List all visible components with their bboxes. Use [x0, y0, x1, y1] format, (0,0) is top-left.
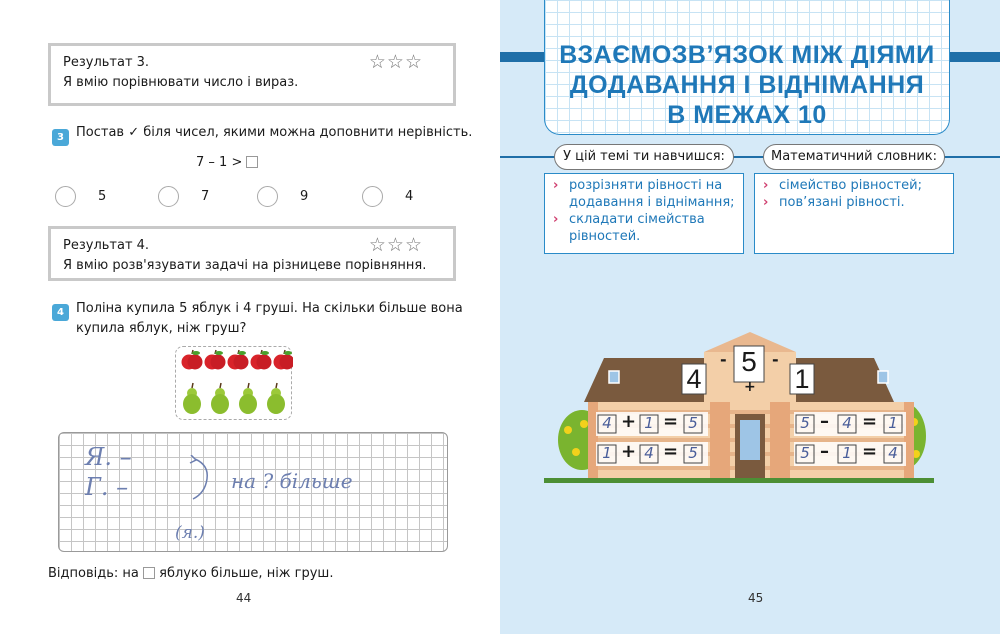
learn-line-4: рівностей.	[569, 229, 641, 244]
learn-box	[544, 173, 744, 254]
roof-plus: +	[744, 379, 756, 395]
eq2-eq: =	[663, 441, 679, 462]
option-2-checkbox[interactable]	[158, 186, 179, 207]
roof-window-left	[609, 371, 619, 383]
task-4-text-line1: Поліна купила 5 яблук і 4 груші. На скільки більше вона	[76, 301, 463, 316]
roof-minus-right: -	[772, 350, 779, 369]
pear-row	[183, 383, 285, 414]
option-3-label: 9	[300, 189, 309, 204]
apple-row	[182, 350, 294, 370]
result-3-box	[48, 43, 456, 106]
result-4-text: Я вмію розв'язувати задачі на різницеве порівняння.	[63, 258, 427, 273]
brace-arrow-icon	[187, 455, 215, 503]
bullet-arrow-icon: ›	[553, 212, 559, 227]
eq2-c: 5	[688, 444, 698, 462]
door-glass	[740, 420, 760, 460]
eq4-b: 1	[842, 444, 852, 462]
eq1-eq: =	[663, 411, 679, 432]
roof-number-left: 4	[686, 364, 702, 394]
bullet-arrow-icon: ›	[553, 178, 559, 193]
roof-minus-left: -	[720, 350, 727, 369]
answer-after: яблуко більше, ніж груш.	[159, 566, 334, 581]
door-pillar-left	[710, 402, 730, 478]
roof-number-center: 5	[741, 346, 757, 377]
inequality-expression: 7 – 1 >	[196, 155, 243, 170]
learn-line-2: додавання і віднімання;	[569, 195, 735, 210]
eq1-b: 1	[644, 414, 654, 432]
option-1	[55, 186, 106, 207]
task-4-badge: 4	[52, 304, 69, 321]
option-3-checkbox[interactable]	[257, 186, 278, 207]
dictionary-box	[754, 173, 954, 254]
inequality	[196, 155, 258, 170]
hw-unit: (я.)	[175, 523, 205, 543]
hw-line-pears: Г. –	[85, 473, 129, 501]
eq3-b: 4	[842, 414, 852, 432]
dict-item-2: › пов’язані рівності.	[763, 195, 905, 210]
apple-icon	[205, 350, 226, 370]
learn-label: У цій темі ти навчишся:	[554, 144, 734, 170]
eq2-op: +	[621, 441, 637, 462]
eq3-c: 1	[888, 414, 898, 432]
bullet-arrow-icon: ›	[763, 195, 769, 210]
handwriting-grid[interactable]	[58, 432, 448, 552]
eq1-a: 4	[602, 414, 612, 432]
eq3-eq: =	[862, 411, 878, 432]
eq4-c: 4	[888, 444, 898, 462]
learn-line-1: розрізняти рівності на	[569, 178, 723, 193]
roof-number-right: 1	[794, 364, 810, 394]
rating-stars-3[interactable]: ☆☆☆	[368, 51, 423, 73]
result-4-box	[48, 226, 456, 281]
eq1-c: 5	[688, 414, 698, 432]
apple-icon	[251, 350, 272, 370]
eq2-b: 4	[644, 444, 654, 462]
learn-item-2	[553, 211, 735, 245]
dictionary-label: Математичний словник:	[763, 144, 945, 170]
option-2-label: 7	[201, 189, 210, 204]
chapter-title	[544, 40, 950, 130]
apple-icon	[274, 350, 294, 370]
roof-window-right	[878, 371, 888, 383]
title-line-3: В МЕЖАХ 10	[667, 101, 827, 129]
option-4-checkbox[interactable]	[362, 186, 383, 207]
fruit-svg	[176, 347, 293, 421]
eq1-op: +	[621, 411, 637, 432]
task-4-text-line2: купила яблук, ніж груш?	[76, 321, 247, 336]
result-4-title: Результат 4.	[63, 238, 150, 253]
option-2	[158, 186, 209, 207]
learn-line-3: складати сімейства	[569, 212, 705, 227]
option-1-checkbox[interactable]	[55, 186, 76, 207]
inequality-blank-box[interactable]	[246, 156, 258, 168]
title-line-2: ДОДАВАННЯ І ВІДНІМАННЯ	[569, 71, 925, 99]
result-3-title: Результат 3.	[63, 55, 150, 70]
page-number-left: 44	[236, 591, 252, 605]
eq4-eq: =	[862, 441, 878, 462]
pear-icon	[267, 383, 285, 414]
answer-line	[48, 566, 333, 581]
rating-stars-4[interactable]: ☆☆☆	[368, 234, 423, 256]
pear-icon	[211, 383, 229, 414]
bullet-arrow-icon: ›	[763, 178, 769, 193]
pear-icon	[239, 383, 257, 414]
pear-icon	[183, 383, 201, 414]
eq4-op: –	[820, 441, 829, 462]
option-4-label: 4	[405, 189, 414, 204]
hw-note: на ? більше	[231, 469, 353, 493]
eq3-a: 5	[800, 414, 810, 432]
apple-icon	[228, 350, 249, 370]
option-1-label: 5	[98, 189, 107, 204]
title-line-1: ВЗАЄМОЗВ’ЯЗОК МІЖ ДІЯМИ	[559, 41, 935, 69]
answer-before: Відповідь: на	[48, 566, 139, 581]
option-3	[257, 186, 308, 207]
eq4-a: 5	[800, 444, 810, 462]
option-4	[362, 186, 413, 207]
task-3-text: Постав ✓ біля чисел, якими можна доповнити нерівність.	[76, 125, 473, 140]
result-3-text: Я вмію порівнювати число і вираз.	[63, 75, 299, 90]
dict-item-1: › сімейство рівностей;	[763, 178, 923, 193]
eq3-op: –	[820, 411, 829, 432]
ground	[544, 478, 934, 483]
apple-icon	[182, 350, 203, 370]
page-number-right: 45	[748, 591, 764, 605]
fruit-illustration	[175, 346, 292, 420]
eq2-a: 1	[602, 444, 612, 462]
hw-line-apples: Я. –	[85, 443, 132, 471]
door-pillar-right	[770, 402, 790, 478]
learn-item-1	[553, 177, 735, 211]
answer-blank-box[interactable]	[143, 567, 155, 579]
task-3-badge: 3	[52, 129, 69, 146]
